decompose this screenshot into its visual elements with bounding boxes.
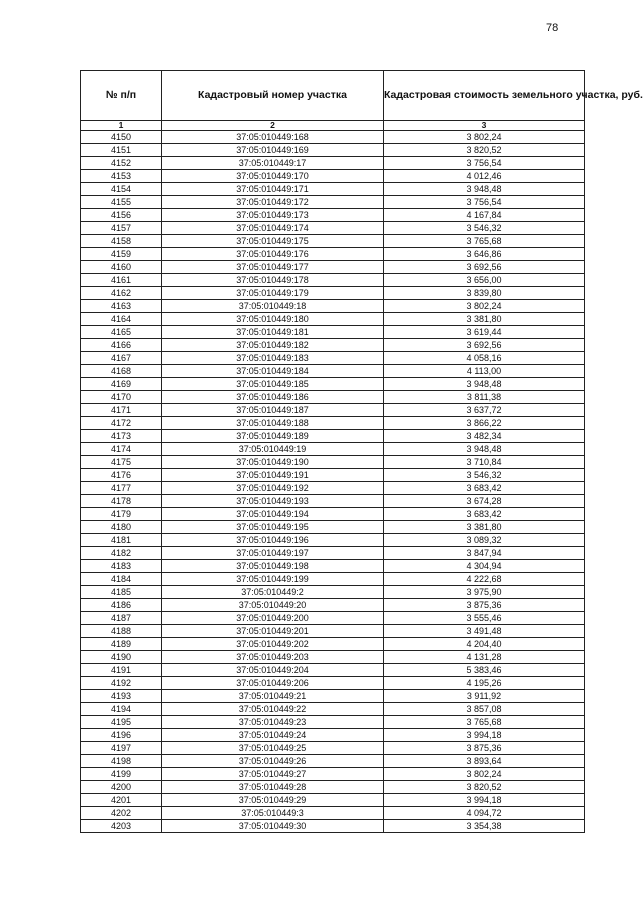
- cadastral-value-cell: 4 222,68: [384, 573, 585, 586]
- cadastral-number-cell: 37:05:010449:19: [162, 443, 384, 456]
- cadastral-value-cell: 3 820,52: [384, 781, 585, 794]
- cadastral-number-cell: 37:05:010449:180: [162, 313, 384, 326]
- row-number-cell: 4187: [81, 612, 162, 625]
- cadastral-value-cell: 3 692,56: [384, 339, 585, 352]
- table-row: [81, 664, 585, 677]
- cadastral-value-cell: 3 866,22: [384, 417, 585, 430]
- row-number-cell: 4200: [81, 781, 162, 794]
- cadastral-value-cell: 3 546,32: [384, 222, 585, 235]
- table-row: [81, 573, 585, 586]
- table-row: [81, 261, 585, 274]
- table-row: [81, 742, 585, 755]
- cadastral-number-cell: 37:05:010449:204: [162, 664, 384, 677]
- cadastral-value-cell: 3 765,68: [384, 716, 585, 729]
- table-row: [81, 729, 585, 742]
- cadastral-number-cell: 37:05:010449:181: [162, 326, 384, 339]
- cadastral-number-cell: 37:05:010449:24: [162, 729, 384, 742]
- cadastral-value-cell: 4 304,94: [384, 560, 585, 573]
- cadastral-number-cell: 37:05:010449:197: [162, 547, 384, 560]
- cadastral-number-cell: 37:05:010449:185: [162, 378, 384, 391]
- table-row: [81, 534, 585, 547]
- row-number-cell: 4166: [81, 339, 162, 352]
- row-number-cell: 4201: [81, 794, 162, 807]
- table-row: [81, 612, 585, 625]
- row-number-cell: 4157: [81, 222, 162, 235]
- table-header-row: [81, 71, 585, 121]
- cadastral-number-cell: 37:05:010449:198: [162, 560, 384, 573]
- table-row: [81, 157, 585, 170]
- cadastral-number-cell: 37:05:010449:195: [162, 521, 384, 534]
- row-number-cell: 4165: [81, 326, 162, 339]
- row-number-cell: 4163: [81, 300, 162, 313]
- cadastral-number-cell: 37:05:010449:184: [162, 365, 384, 378]
- row-number-cell: 4152: [81, 157, 162, 170]
- cadastral-number-cell: 37:05:010449:194: [162, 508, 384, 521]
- table-row: [81, 365, 585, 378]
- cadastral-value-cell: 3 975,90: [384, 586, 585, 599]
- cadastral-value-cell: 3 811,38: [384, 391, 585, 404]
- table-row: [81, 456, 585, 469]
- cadastral-value-cell: 3 948,48: [384, 443, 585, 456]
- cadastral-value-cell: 3 820,52: [384, 144, 585, 157]
- cadastral-number-cell: 37:05:010449:188: [162, 417, 384, 430]
- table-row: [81, 651, 585, 664]
- row-number-cell: 4179: [81, 508, 162, 521]
- row-number-cell: 4197: [81, 742, 162, 755]
- table-row: [81, 170, 585, 183]
- cadastral-number-cell: 37:05:010449:201: [162, 625, 384, 638]
- cadastral-value-cell: 3 619,44: [384, 326, 585, 339]
- table-row: [81, 352, 585, 365]
- table-row: [81, 274, 585, 287]
- table-row: [81, 144, 585, 157]
- cadastral-value-cell: 3 482,34: [384, 430, 585, 443]
- header-cadastral-value: Кадастровая стоимость земельного участка, руб.: [384, 71, 585, 121]
- row-number-cell: 4175: [81, 456, 162, 469]
- row-number-cell: 4168: [81, 365, 162, 378]
- cadastral-value-cell: 4 012,46: [384, 170, 585, 183]
- cadastral-value-cell: 3 555,46: [384, 612, 585, 625]
- row-number-cell: 4202: [81, 807, 162, 820]
- row-number-cell: 4192: [81, 677, 162, 690]
- cadastral-number-cell: 37:05:010449:25: [162, 742, 384, 755]
- cadastral-value-cell: 3 756,54: [384, 196, 585, 209]
- cadastral-value-cell: 3 692,56: [384, 261, 585, 274]
- table-row: [81, 508, 585, 521]
- cadastral-number-cell: 37:05:010449:202: [162, 638, 384, 651]
- cadastral-number-cell: 37:05:010449:200: [162, 612, 384, 625]
- table-row: [81, 404, 585, 417]
- cadastral-number-cell: 37:05:010449:26: [162, 755, 384, 768]
- cadastral-value-cell: 3 354,38: [384, 820, 585, 833]
- table-body: [81, 131, 585, 833]
- cadastral-number-cell: 37:05:010449:206: [162, 677, 384, 690]
- cadastral-value-cell: 3 802,24: [384, 768, 585, 781]
- row-number-cell: 4162: [81, 287, 162, 300]
- cadastral-value-cell: 3 710,84: [384, 456, 585, 469]
- cadastral-number-cell: 37:05:010449:27: [162, 768, 384, 781]
- table-row: [81, 495, 585, 508]
- cadastral-number-cell: 37:05:010449:2: [162, 586, 384, 599]
- row-number-cell: 4195: [81, 716, 162, 729]
- cadastral-number-cell: 37:05:010449:189: [162, 430, 384, 443]
- cadastral-number-cell: 37:05:010449:182: [162, 339, 384, 352]
- row-number-cell: 4176: [81, 469, 162, 482]
- row-number-cell: 4156: [81, 209, 162, 222]
- header-row-number: № п/п: [81, 71, 162, 121]
- row-number-cell: 4193: [81, 690, 162, 703]
- cadastral-value-cell: 3 948,48: [384, 183, 585, 196]
- cadastral-value-cell: 3 381,80: [384, 313, 585, 326]
- row-number-cell: 4153: [81, 170, 162, 183]
- table-row: [81, 820, 585, 833]
- table-row: [81, 716, 585, 729]
- row-number-cell: 4160: [81, 261, 162, 274]
- cadastral-number-cell: 37:05:010449:173: [162, 209, 384, 222]
- column-numbers-row: [81, 121, 585, 131]
- table-row: [81, 768, 585, 781]
- cadastral-value-cell: 3 893,64: [384, 755, 585, 768]
- cadastral-value-cell: 3 089,32: [384, 534, 585, 547]
- row-number-cell: 4173: [81, 430, 162, 443]
- cadastral-number-cell: 37:05:010449:21: [162, 690, 384, 703]
- cadastral-number-cell: 37:05:010449:178: [162, 274, 384, 287]
- row-number-cell: 4164: [81, 313, 162, 326]
- row-number-cell: 4172: [81, 417, 162, 430]
- row-number-cell: 4182: [81, 547, 162, 560]
- cadastral-number-cell: 37:05:010449:191: [162, 469, 384, 482]
- table-row: [81, 326, 585, 339]
- cadastral-value-cell: 3 875,36: [384, 599, 585, 612]
- cadastral-value-cell: 4 113,00: [384, 365, 585, 378]
- table-row: [81, 469, 585, 482]
- table-row: [81, 391, 585, 404]
- cadastral-number-cell: 37:05:010449:177: [162, 261, 384, 274]
- table-row: [81, 677, 585, 690]
- table-row: [81, 521, 585, 534]
- cadastral-number-cell: 37:05:010449:175: [162, 235, 384, 248]
- cadastral-value-cell: 3 683,42: [384, 508, 585, 521]
- cadastral-number-cell: 37:05:010449:22: [162, 703, 384, 716]
- cadastral-value-cell: 4 167,84: [384, 209, 585, 222]
- cadastral-value-table: [80, 70, 643, 833]
- row-number-cell: 4151: [81, 144, 162, 157]
- cadastral-value-cell: 3 839,80: [384, 287, 585, 300]
- table-row: [81, 222, 585, 235]
- row-number-cell: 4154: [81, 183, 162, 196]
- cadastral-value-cell: 3 802,24: [384, 131, 585, 144]
- table-row: [81, 248, 585, 261]
- table-row: [81, 599, 585, 612]
- table-row: [81, 547, 585, 560]
- cadastral-value-cell: 3 491,48: [384, 625, 585, 638]
- cadastral-number-cell: 37:05:010449:186: [162, 391, 384, 404]
- table-row: [81, 443, 585, 456]
- table-row: [81, 209, 585, 222]
- row-number-cell: 4170: [81, 391, 162, 404]
- cadastral-number-cell: 37:05:010449:169: [162, 144, 384, 157]
- table-row: [81, 586, 585, 599]
- cadastral-value-cell: 3 656,00: [384, 274, 585, 287]
- cadastral-number-cell: 37:05:010449:190: [162, 456, 384, 469]
- cadastral-number-cell: 37:05:010449:170: [162, 170, 384, 183]
- row-number-cell: 4167: [81, 352, 162, 365]
- row-number-cell: 4186: [81, 599, 162, 612]
- table-row: [81, 300, 585, 313]
- cadastral-number-cell: 37:05:010449:179: [162, 287, 384, 300]
- cadastral-number-cell: 37:05:010449:196: [162, 534, 384, 547]
- table-row: [81, 638, 585, 651]
- table-row: [81, 196, 585, 209]
- page-number: 78: [546, 22, 559, 34]
- cadastral-value-cell: 3 546,32: [384, 469, 585, 482]
- row-number-cell: 4171: [81, 404, 162, 417]
- cadastral-number-cell: 37:05:010449:172: [162, 196, 384, 209]
- table-row: [81, 183, 585, 196]
- cadastral-value-cell: 3 875,36: [384, 742, 585, 755]
- cadastral-value-cell: 3 994,18: [384, 729, 585, 742]
- cadastral-value-cell: 3 637,72: [384, 404, 585, 417]
- cadastral-number-cell: 37:05:010449:23: [162, 716, 384, 729]
- row-number-cell: 4161: [81, 274, 162, 287]
- cadastral-number-cell: 37:05:010449:199: [162, 573, 384, 586]
- cadastral-number-cell: 37:05:010449:30: [162, 820, 384, 833]
- table-row: [81, 703, 585, 716]
- cadastral-value-cell: 3 674,28: [384, 495, 585, 508]
- row-number-cell: 4185: [81, 586, 162, 599]
- cadastral-number-cell: 37:05:010449:18: [162, 300, 384, 313]
- header-cadastral-number: Кадастровый номер участка: [162, 71, 384, 121]
- row-number-cell: 4178: [81, 495, 162, 508]
- cadastral-number-cell: 37:05:010449:17: [162, 157, 384, 170]
- cadastral-value-cell: 4 058,16: [384, 352, 585, 365]
- column-number: 1: [81, 121, 162, 131]
- row-number-cell: 4190: [81, 651, 162, 664]
- row-number-cell: 4194: [81, 703, 162, 716]
- row-number-cell: 4196: [81, 729, 162, 742]
- table-row: [81, 482, 585, 495]
- row-number-cell: 4199: [81, 768, 162, 781]
- table-row: [81, 417, 585, 430]
- cadastral-value-cell: 3 948,48: [384, 378, 585, 391]
- row-number-cell: 4169: [81, 378, 162, 391]
- table-row: [81, 235, 585, 248]
- cadastral-number-cell: 37:05:010449:192: [162, 482, 384, 495]
- table-row: [81, 560, 585, 573]
- row-number-cell: 4198: [81, 755, 162, 768]
- row-number-cell: 4191: [81, 664, 162, 677]
- cadastral-number-cell: 37:05:010449:168: [162, 131, 384, 144]
- table-row: [81, 781, 585, 794]
- cadastral-value-cell: 5 383,46: [384, 664, 585, 677]
- cadastral-number-cell: 37:05:010449:3: [162, 807, 384, 820]
- cadastral-number-cell: 37:05:010449:20: [162, 599, 384, 612]
- row-number-cell: 4159: [81, 248, 162, 261]
- row-number-cell: 4188: [81, 625, 162, 638]
- cadastral-number-cell: 37:05:010449:29: [162, 794, 384, 807]
- cadastral-value-cell: 3 994,18: [384, 794, 585, 807]
- table-row: [81, 755, 585, 768]
- cadastral-value-cell: 4 195,26: [384, 677, 585, 690]
- cadastral-value-cell: 3 381,80: [384, 521, 585, 534]
- cadastral-number-cell: 37:05:010449:176: [162, 248, 384, 261]
- cadastral-value-cell: 3 765,68: [384, 235, 585, 248]
- table-row: [81, 313, 585, 326]
- cadastral-value-cell: 4 131,28: [384, 651, 585, 664]
- table-row: [81, 287, 585, 300]
- table-row: [81, 794, 585, 807]
- row-number-cell: 4158: [81, 235, 162, 248]
- cadastral-number-cell: 37:05:010449:28: [162, 781, 384, 794]
- row-number-cell: 4180: [81, 521, 162, 534]
- cadastral-value-cell: 3 847,94: [384, 547, 585, 560]
- row-number-cell: 4189: [81, 638, 162, 651]
- row-number-cell: 4184: [81, 573, 162, 586]
- cadastral-value-cell: 4 094,72: [384, 807, 585, 820]
- row-number-cell: 4183: [81, 560, 162, 573]
- table-row: [81, 430, 585, 443]
- table-row: [81, 339, 585, 352]
- cadastral-number-cell: 37:05:010449:187: [162, 404, 384, 417]
- cadastral-value-cell: 3 857,08: [384, 703, 585, 716]
- row-number-cell: 4203: [81, 820, 162, 833]
- cadastral-value-cell: 4 204,40: [384, 638, 585, 651]
- cadastral-value-cell: 3 756,54: [384, 157, 585, 170]
- column-number: 2: [162, 121, 384, 131]
- cadastral-number-cell: 37:05:010449:183: [162, 352, 384, 365]
- cadastral-value-cell: 3 802,24: [384, 300, 585, 313]
- row-number-cell: 4155: [81, 196, 162, 209]
- row-number-cell: 4150: [81, 131, 162, 144]
- cadastral-value-cell: 3 646,86: [384, 248, 585, 261]
- row-number-cell: 4174: [81, 443, 162, 456]
- table-row: [81, 131, 585, 144]
- cadastral-number-cell: 37:05:010449:174: [162, 222, 384, 235]
- cadastral-number-cell: 37:05:010449:171: [162, 183, 384, 196]
- column-number: 3: [384, 121, 585, 131]
- cadastral-number-cell: 37:05:010449:203: [162, 651, 384, 664]
- cadastral-value-cell: 3 683,42: [384, 482, 585, 495]
- table-row: [81, 378, 585, 391]
- cadastral-number-cell: 37:05:010449:193: [162, 495, 384, 508]
- row-number-cell: 4177: [81, 482, 162, 495]
- table-row: [81, 807, 585, 820]
- table-row: [81, 625, 585, 638]
- cadastral-value-cell: 3 911,92: [384, 690, 585, 703]
- row-number-cell: 4181: [81, 534, 162, 547]
- table-row: [81, 690, 585, 703]
